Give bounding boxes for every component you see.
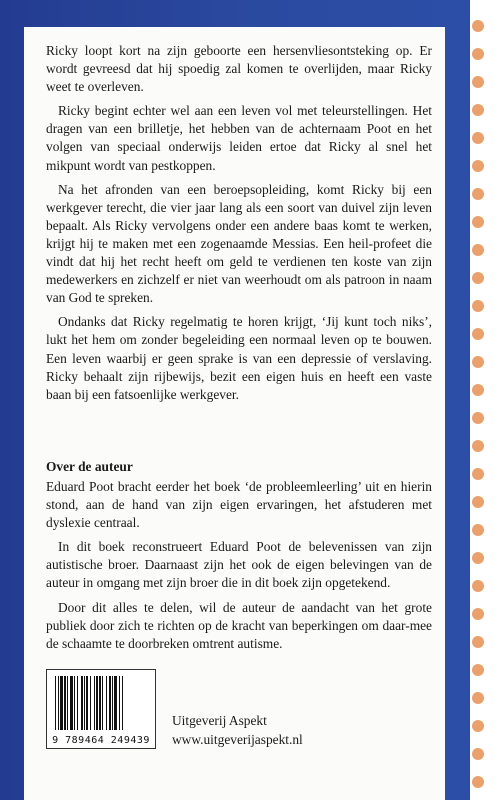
edge-dot <box>472 608 484 620</box>
edge-dot <box>472 636 484 648</box>
edge-dot <box>472 440 484 452</box>
summary-paragraph: Ondanks dat Ricky regelmatig te horen krijgt, ‘Jij kunt toch niks’, lukt het hem om zonder begeleiding een normaal leven op te bouwen. Een leven waarbij er geen sprake is van een depressie of verslaving. Ricky behaalt zijn rijbewijs, bezit een eigen huis en heeft een vaste baan bij een fatsoenlijke werkgever. <box>46 314 432 402</box>
edge-dot <box>472 272 484 284</box>
edge-dot <box>472 720 484 732</box>
about-author-text <box>46 478 432 659</box>
edge-dot <box>472 328 484 340</box>
edge-dot <box>472 160 484 172</box>
edge-dot <box>472 412 484 424</box>
edge-dot <box>472 104 484 116</box>
about-author-heading: Over de auteur <box>46 459 133 474</box>
book-summary <box>46 42 432 410</box>
edge-dot <box>472 216 484 228</box>
edge-dot <box>472 48 484 60</box>
summary-paragraph: Ricky begint echter wel aan een leven vol met teleurstellingen. Het dragen van een brilletje, het hebben van de achternaam Poot en het volgen van speciaal onderwijs leiden ertoe dat Ricky al snel het mikpunt wordt van pestkoppen. <box>46 103 432 173</box>
summary-paragraph: Ricky loopt kort na zijn geboorte een hersenvliesontsteking op. Er wordt gevreesd dat hij spoedig zal komen te overlijden, maar Ricky weet te overleven. <box>46 43 432 95</box>
edge-dot <box>472 76 484 88</box>
edge-dot <box>472 552 484 564</box>
edge-dot <box>472 188 484 200</box>
edge-dot <box>472 748 484 760</box>
edge-dot <box>472 776 484 788</box>
edge-dot <box>472 496 484 508</box>
edge-dot <box>472 300 484 312</box>
isbn-barcode <box>46 669 156 749</box>
publisher-info <box>172 711 303 749</box>
edge-dot <box>472 132 484 144</box>
edge-dot <box>472 468 484 480</box>
edge-dot <box>472 20 484 32</box>
edge-dot <box>472 356 484 368</box>
isbn-number: 9 789464 249439 <box>52 735 150 746</box>
publisher-name: Uitgeverij Aspekt <box>172 713 267 728</box>
edge-dot <box>472 244 484 256</box>
edge-dot <box>472 664 484 676</box>
edge-dot <box>472 384 484 396</box>
edge-dot <box>472 692 484 704</box>
about-paragraph: Eduard Poot bracht eerder het boek ‘de probleemleerling’ uit en hierin stond, aan de hand van zijn eigen ervaringen, het afstuderen met dyslexie centraal. <box>46 479 432 531</box>
edge-dot <box>472 580 484 592</box>
about-paragraph: In dit boek reconstrueert Eduard Poot de belevenissen van zijn autistische broer. Daarnaast zijn het ook de eigen belevingen van de auteur in omgang met zijn broer die in dit boek zijn opgetekend. <box>46 539 432 591</box>
barcode-bars-icon <box>47 670 155 734</box>
summary-paragraph: Na het afronden van een beroepsopleiding, komt Ricky bij een werkgever terecht, die vier jaar lang als een soort van duivel zijn leven bepaalt. Als Ricky vervolgens onder een andere baas komt te werken, krijgt hij te maken met een zogenaamde Messias. Een heil-profeet die vindt dat hij het recht heeft om geld te verdienen ten koste van zijn medewerkers en zichzelf er niet van weerhoudt om als patroon in naam van God te spreken. <box>46 181 432 306</box>
publisher-url[interactable]: www.uitgeverijaspekt.nl <box>172 732 303 747</box>
edge-dot <box>472 524 484 536</box>
about-paragraph: Door dit alles te delen, wil de auteur de aandacht van het grote publiek door zich te richten op de kracht van beperkingen om daar-mee de schaamte te doorbreken omtrent autisme. <box>46 599 432 651</box>
page-edge-strip <box>470 0 495 800</box>
